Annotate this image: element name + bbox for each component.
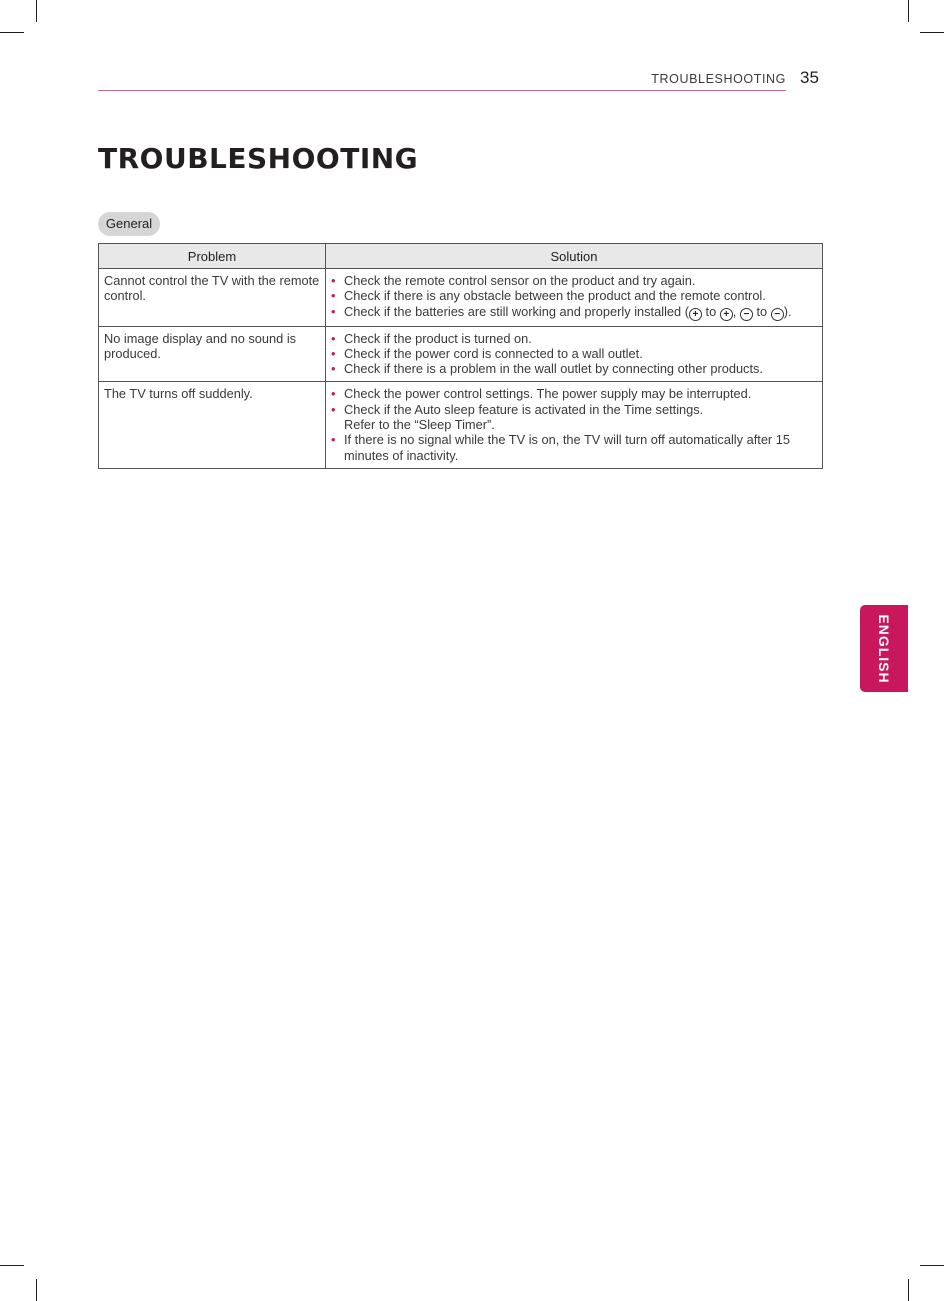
- crop-mark: [920, 1265, 944, 1266]
- crop-mark: [908, 0, 909, 22]
- solution-cell: [326, 326, 823, 382]
- table-row: [99, 382, 823, 468]
- language-tab-label: ENGLISH: [876, 613, 892, 684]
- table-row: [99, 269, 823, 327]
- table-row: [99, 326, 823, 382]
- crop-mark: [36, 1279, 37, 1301]
- crop-mark: [0, 1265, 24, 1266]
- list-item: • Check if the power cord is connected to a wall outlet.: [344, 346, 817, 361]
- problem-cell: No image display and no sound is produced.: [99, 326, 326, 382]
- solution-list: [331, 386, 817, 462]
- list-item: • Check the power control settings. The power supply may be interrupted.: [344, 386, 817, 401]
- table-header-row: [99, 244, 823, 269]
- list-item: • Check the remote control sensor on the product and try again.: [344, 273, 817, 288]
- list-item: • Check if there is any obstacle between the product and the remote control.: [344, 288, 817, 303]
- crop-mark: [920, 32, 944, 33]
- closing-text: ).: [783, 303, 792, 319]
- plus-polarity-icon: +: [720, 308, 733, 321]
- solution-list: [331, 331, 817, 377]
- crop-mark: [36, 0, 37, 22]
- running-header: [98, 66, 786, 91]
- list-item: • Check if there is a problem in the wall outlet by connecting other products.: [344, 361, 817, 376]
- solution-cell: [326, 382, 823, 468]
- problem-cell: Cannot control the TV with the remote control.: [99, 269, 326, 327]
- page-title: TROUBLESHOOTING: [98, 142, 419, 175]
- to-text: to: [756, 303, 768, 319]
- problem-cell: The TV turns off suddenly.: [99, 382, 326, 468]
- battery-instruction-text: Check if the batteries are still working and properly installed (: [344, 303, 689, 319]
- troubleshooting-table: [98, 243, 823, 469]
- list-item-text: • Check if the Auto sleep feature is activated in the Time settings.: [344, 401, 704, 417]
- plus-polarity-icon: +: [689, 308, 702, 321]
- language-tab: [860, 605, 908, 692]
- to-text: to: [705, 303, 717, 319]
- column-header-solution: Solution: [326, 244, 823, 269]
- crop-mark: [908, 1279, 909, 1301]
- running-header-section: TROUBLESHOOTING: [651, 72, 786, 86]
- solution-list: [331, 273, 817, 321]
- list-item: • Check if the product is turned on.: [344, 331, 817, 346]
- crop-mark: [0, 32, 24, 33]
- category-tag: General: [98, 212, 160, 236]
- minus-polarity-icon: −: [740, 308, 753, 321]
- column-header-problem: Problem: [99, 244, 326, 269]
- list-item: [344, 402, 817, 433]
- list-item: • Check if the batteries are still working and properly installed ( + to + , − to − ).: [344, 304, 817, 321]
- list-item-note: Refer to the “Sleep Timer”.: [344, 417, 495, 433]
- page-number: 35: [800, 68, 819, 87]
- minus-polarity-icon: −: [771, 308, 784, 321]
- list-item: • If there is no signal while the TV is on, the TV will turn off automatically after 15 minutes of inactivity.: [344, 432, 817, 463]
- solution-cell: [326, 269, 823, 327]
